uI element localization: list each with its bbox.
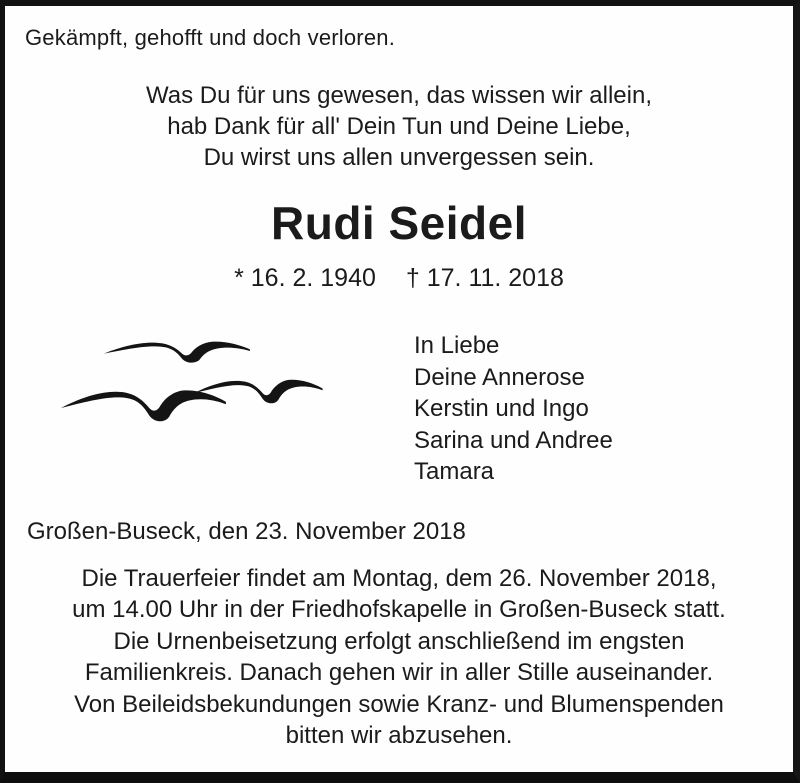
place-date-line: Großen-Buseck, den 23. November 2018 <box>27 518 466 545</box>
funeral-info-line: Die Trauerfeier findet am Montag, dem 26. November 2018, <box>81 565 717 592</box>
mourners-list <box>414 330 613 488</box>
funeral-info-line: Von Beileidsbekundungen sowie Kranz- und Blumenspenden <box>74 690 724 718</box>
funeral-info-line: Familienkreis. Danach gehen wir in aller Stille auseinander. <box>84 659 714 687</box>
life-dates <box>5 264 793 293</box>
mourner-line: In Liebe <box>414 332 500 359</box>
funeral-info-line: bitten wir abzusehen. <box>285 722 513 750</box>
funeral-info-line: um 14.00 Uhr in der Friedhofskapelle in Großen-Buseck statt. <box>72 596 726 624</box>
birth-date: * 16. 2. 1940 <box>234 264 376 292</box>
memorial-verse <box>5 80 793 173</box>
epigraph: Gekämpft, gehofft und doch verloren. <box>25 25 396 50</box>
mourner-line: Kerstin und Ingo <box>414 395 589 422</box>
death-date: † 17. 11. 2018 <box>405 264 564 292</box>
memorial-verse-line: Was Du für uns gewesen, das wissen wir allein, <box>146 82 652 109</box>
mourner-line: Tamara <box>414 458 495 485</box>
bird-icon <box>104 342 250 363</box>
mourner-line: Deine Annerose <box>414 363 585 391</box>
bird-icon <box>61 390 226 421</box>
flying-birds-icon <box>55 332 335 432</box>
deceased-name: Rudi Seidel <box>271 197 527 249</box>
mourner-line: Sarina und Andree <box>414 426 613 454</box>
funeral-info-line: Die Urnenbeisetzung erfolgt anschließend im engsten <box>113 627 685 655</box>
memorial-verse-line: hab Dank für all' Dein Tun und Deine Liebe, <box>167 113 631 140</box>
memorial-verse-line: Du wirst uns allen unvergessen sein. <box>203 144 595 171</box>
funeral-info <box>5 563 793 751</box>
